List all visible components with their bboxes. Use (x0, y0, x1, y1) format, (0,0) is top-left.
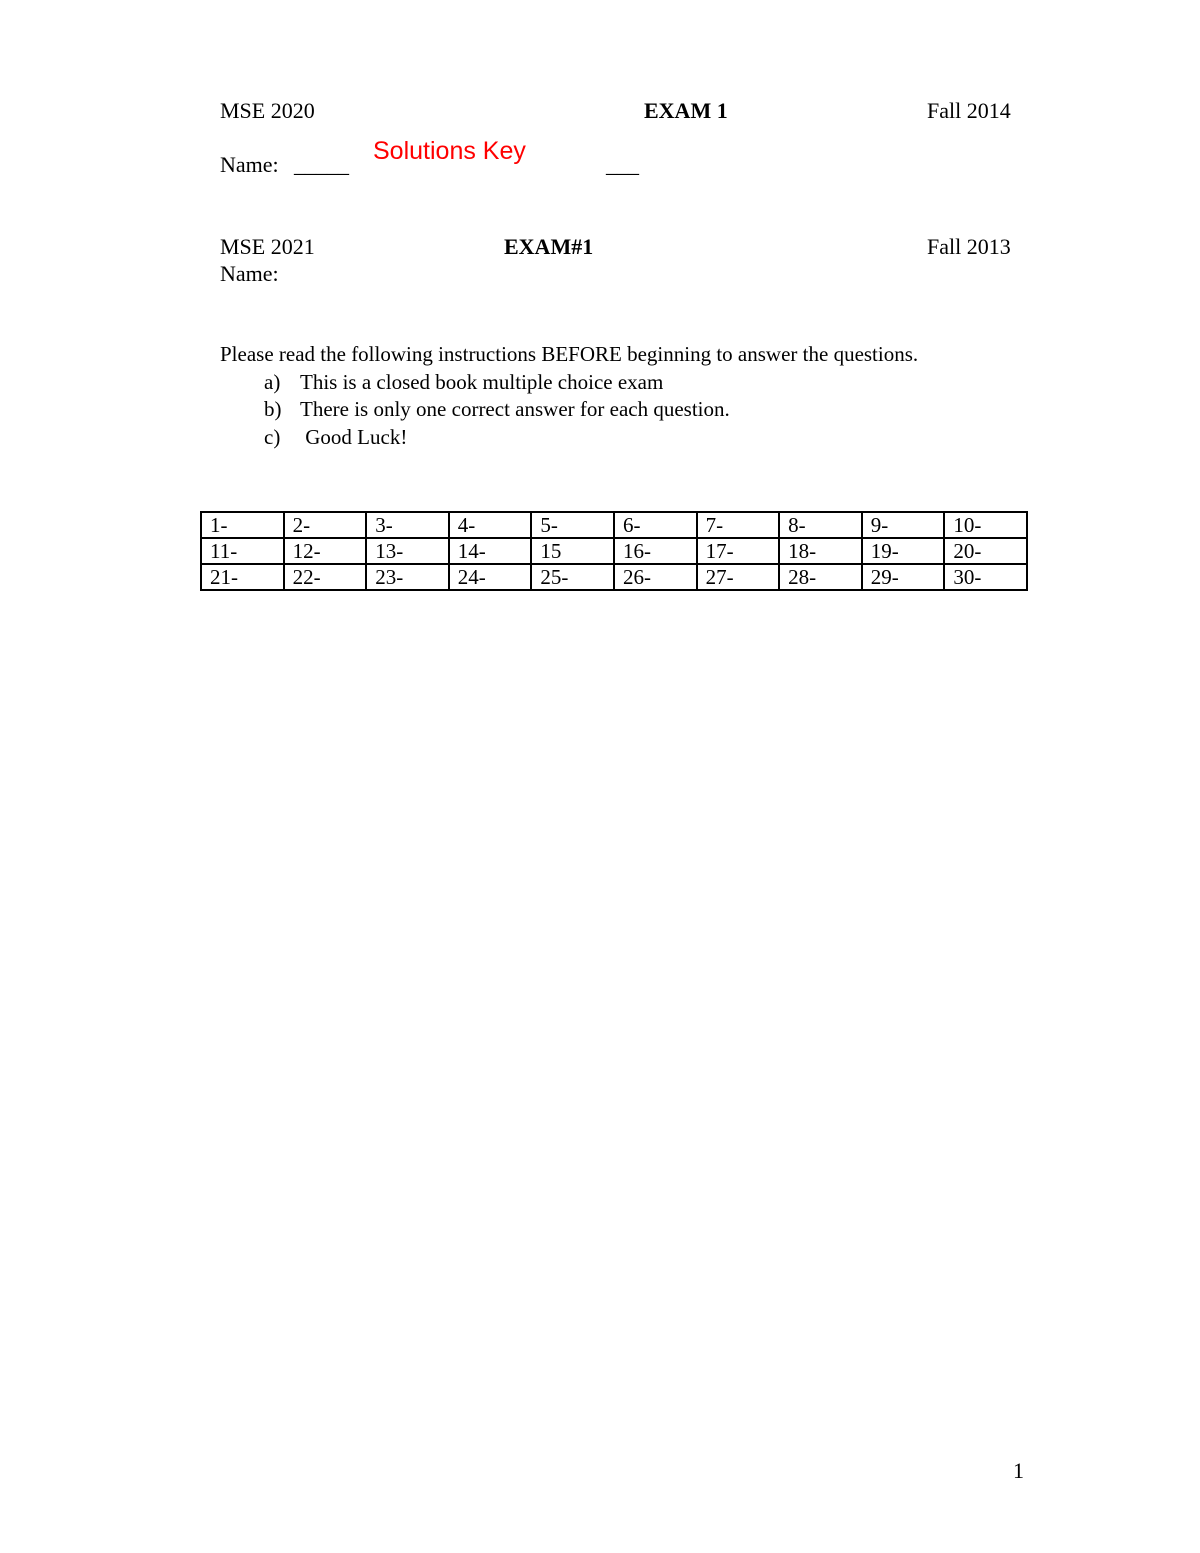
answer-row (201, 564, 1027, 590)
answer-cell[interactable]: 28- (779, 564, 862, 590)
answer-cell[interactable]: 13- (366, 538, 449, 564)
exam-title-2013: EXAM#1 (504, 234, 594, 259)
answer-cell[interactable]: 6- (614, 512, 697, 538)
course-code-2014: MSE 2020 (220, 98, 315, 123)
answer-cell[interactable]: 19- (862, 538, 945, 564)
answer-cell[interactable]: 2- (284, 512, 367, 538)
answer-cell[interactable]: 18- (779, 538, 862, 564)
term-2014: Fall 2014 (927, 98, 1011, 123)
answer-cell[interactable]: 22- (284, 564, 367, 590)
answer-cell[interactable]: 15 (531, 538, 614, 564)
answer-row (201, 512, 1027, 538)
answer-row (201, 538, 1027, 564)
answer-cell[interactable]: 11- (201, 538, 284, 564)
instruction-text: This is a closed book multiple choice exam (300, 370, 664, 394)
course-code-2013: MSE 2021 (220, 234, 315, 259)
instruction-text: Good Luck! (300, 425, 408, 449)
answer-cell[interactable]: 3- (366, 512, 449, 538)
instruction-marker: c) (264, 425, 281, 449)
answer-grid (200, 511, 1028, 591)
answer-cell[interactable]: 26- (614, 564, 697, 590)
name-blank-left: _____ (294, 152, 349, 177)
instruction-marker: b) (264, 397, 282, 421)
answer-cell[interactable]: 27- (697, 564, 780, 590)
answer-cell[interactable]: 20- (944, 538, 1027, 564)
answer-cell[interactable]: 23- (366, 564, 449, 590)
name-label-2014: Name: (220, 152, 279, 177)
answer-cell[interactable]: 10- (944, 512, 1027, 538)
page-number: 1 (1013, 1458, 1024, 1483)
answer-cell[interactable]: 8- (779, 512, 862, 538)
answer-cell[interactable]: 9- (862, 512, 945, 538)
answer-cell[interactable]: 5- (531, 512, 614, 538)
answer-cell[interactable]: 7- (697, 512, 780, 538)
answer-cell[interactable]: 25- (531, 564, 614, 590)
exam-title-2014: EXAM 1 (644, 98, 728, 123)
answer-cell[interactable]: 21- (201, 564, 284, 590)
term-2013: Fall 2013 (927, 234, 1011, 259)
instruction-marker: a) (264, 370, 281, 394)
name-blank-right: ___ (606, 152, 639, 177)
instruction-text: There is only one correct answer for each question. (300, 397, 730, 421)
answer-cell[interactable]: 12- (284, 538, 367, 564)
instructions-intro: Please read the following instructions BEFORE beginning to answer the questions. (220, 342, 919, 366)
answer-cell[interactable]: 14- (449, 538, 532, 564)
name-label-2013: Name: (220, 261, 279, 286)
answer-cell[interactable]: 17- (697, 538, 780, 564)
answer-cell[interactable]: 29- (862, 564, 945, 590)
solutions-key-note: Solutions Key (373, 137, 526, 165)
answer-cell[interactable]: 30- (944, 564, 1027, 590)
answer-cell[interactable]: 4- (449, 512, 532, 538)
answer-cell[interactable]: 24- (449, 564, 532, 590)
answer-cell[interactable]: 1- (201, 512, 284, 538)
answer-cell[interactable]: 16- (614, 538, 697, 564)
